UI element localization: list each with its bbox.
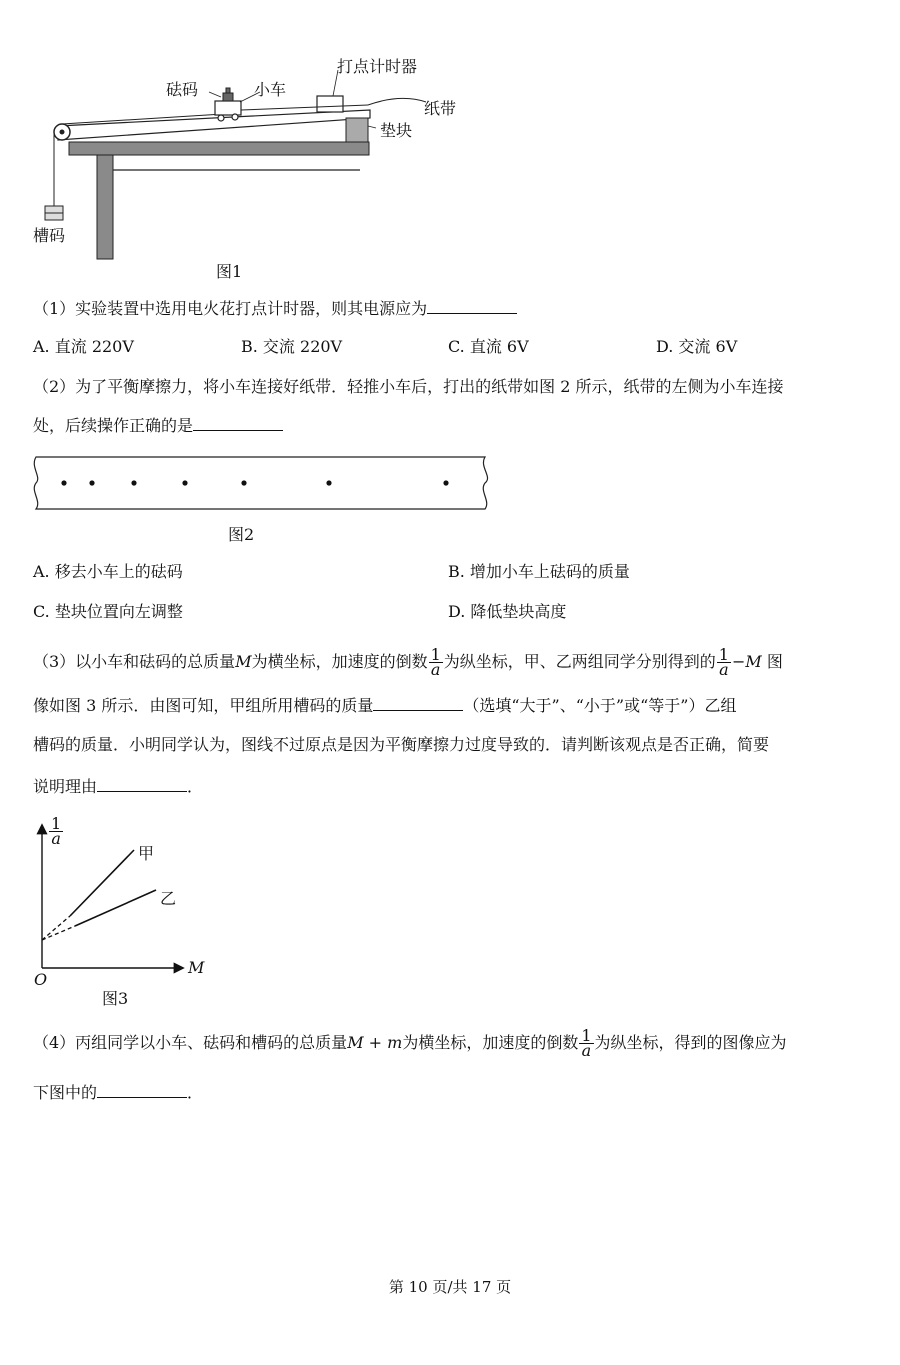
- page-footer: 第 10 页/共 17 页: [388, 1278, 512, 1296]
- q2-answer-blank[interactable]: [193, 414, 283, 431]
- q3-text-b: 为横坐标，加速度的倒数: [251, 652, 428, 671]
- q2-option-c[interactable]: C. 垫块位置向左调整: [33, 602, 183, 621]
- q3-minus: −: [731, 652, 746, 671]
- q4-stem-line2: [33, 1081, 203, 1104]
- q3-answer-blank-1[interactable]: [373, 694, 463, 711]
- q2-option-b[interactable]: B. 增加小车上砝码的质量: [448, 562, 630, 581]
- q1-option-d[interactable]: D. 交流 6V: [656, 337, 738, 356]
- fig1-apparatus: [28, 48, 448, 263]
- q4-text-c: 为纵坐标，得到的图像应为: [594, 1033, 787, 1052]
- q3-text-line2b: （选填“大于”、“小于”或“等于”）乙组: [463, 696, 737, 715]
- q4-text-a: （4）丙组同学以小车、砝码和槽码的总质量: [33, 1033, 348, 1052]
- q3-text-line4a: 说明理由: [33, 777, 98, 796]
- q4-var-mm: M + m: [347, 1033, 403, 1052]
- q3-var-m: M: [235, 652, 252, 671]
- fig3-line-jia: [70, 850, 134, 916]
- frac-num: 1: [430, 645, 441, 664]
- fig3-line-yi: [75, 890, 156, 926]
- q4-stem-line1: [33, 1025, 787, 1061]
- fig2-paper-tape: [33, 453, 493, 513]
- frac-num: 1: [51, 814, 62, 833]
- frac-num: 1: [718, 645, 729, 664]
- q3-text-line2a: 像如图 3 所示．由图可知，甲组所用槽码的质量: [33, 696, 374, 715]
- fig3-caption: 图3: [102, 989, 129, 1008]
- fig3-line-yi-dashed: [42, 926, 75, 940]
- fig3-y-label: [49, 814, 63, 848]
- frac-den: a: [51, 829, 61, 848]
- fig2-dot: [326, 480, 331, 485]
- q2-option-a[interactable]: A. 移去小车上的砝码: [33, 562, 183, 581]
- q4-frac-1-over-a: [579, 1026, 593, 1060]
- fig1-label-timer: 打点计时器: [337, 57, 418, 76]
- q3-text-c: 为纵坐标，甲、乙两组同学分别得到的: [443, 652, 716, 671]
- fig1-label-block: 垫块: [380, 121, 413, 140]
- fig2-dot: [89, 480, 94, 485]
- fig2-dot: [241, 480, 246, 485]
- q1-stem: [33, 297, 517, 320]
- q1-answer-blank[interactable]: [427, 297, 517, 314]
- frac-den: a: [581, 1041, 592, 1060]
- fig2-dot: [182, 480, 187, 485]
- q3-stem-line4: [33, 775, 203, 798]
- q2-option-d[interactable]: D. 降低垫块高度: [448, 602, 567, 621]
- frac-den: a: [430, 660, 441, 679]
- fig2-dot: [131, 480, 136, 485]
- q4-text-line2a: 下图中的: [33, 1083, 98, 1102]
- q4-answer-blank[interactable]: [97, 1081, 187, 1098]
- q4-text-b: 为横坐标，加速度的倒数: [402, 1033, 579, 1052]
- fig2-dot: [61, 480, 66, 485]
- fig3-label-yi: 乙: [160, 889, 177, 908]
- q3-frac-1-over-a: [429, 645, 443, 679]
- q1-option-b[interactable]: B. 交流 220V: [241, 337, 343, 356]
- q3-stem-line3: 槽码的质量．小明同学认为，图线不过原点是因为平衡摩擦力过度导致的．请判断该观点是否正确，简要: [33, 735, 770, 754]
- fig1-label-hanging-weight: 槽码: [33, 226, 66, 245]
- fig3-label-jia: 甲: [138, 844, 155, 863]
- q3-stem-line1: [33, 644, 783, 680]
- q2-stem-line2: [33, 414, 283, 437]
- fig1-caption: 图1: [216, 262, 243, 281]
- q2-text-line2: 处，后续操作正确的是: [33, 416, 194, 435]
- fig1-label-cart: 小车: [254, 80, 287, 99]
- q1-text: （1）实验装置中选用电火花打点计时器，则其电源应为: [33, 299, 428, 318]
- q4-text-line2b: ．: [187, 1083, 204, 1102]
- fig1-label-tape: 纸带: [424, 99, 457, 118]
- q3-frac-1-over-a-2: [717, 645, 731, 679]
- q3-var-m-2: M: [745, 652, 762, 671]
- fig3-x-label: M: [188, 958, 205, 977]
- q3-text-a: （3）以小车和砝码的总质量: [33, 652, 236, 671]
- fig2-caption: 图2: [228, 525, 255, 544]
- frac-num: 1: [581, 1026, 592, 1045]
- fig3-origin: O: [34, 970, 48, 989]
- frac-den: a: [719, 660, 729, 679]
- q3-text-line4b: ．: [187, 777, 204, 796]
- fig3-line-jia-dashed: [42, 916, 70, 940]
- q3-answer-blank-2[interactable]: [97, 775, 187, 792]
- fig1-label-weight: 砝码: [166, 80, 199, 99]
- q1-option-a[interactable]: A. 直流 220V: [33, 337, 134, 356]
- q3-text-e: 图: [766, 652, 783, 671]
- fig2-dot: [443, 480, 448, 485]
- q3-stem-line2: [33, 694, 736, 717]
- q2-stem-line1: （2）为了平衡摩擦力，将小车连接好纸带．轻推小车后，打出的纸带如图 2 所示，纸带的左侧为小车连接: [33, 377, 784, 396]
- q1-option-c[interactable]: C. 直流 6V: [448, 337, 529, 356]
